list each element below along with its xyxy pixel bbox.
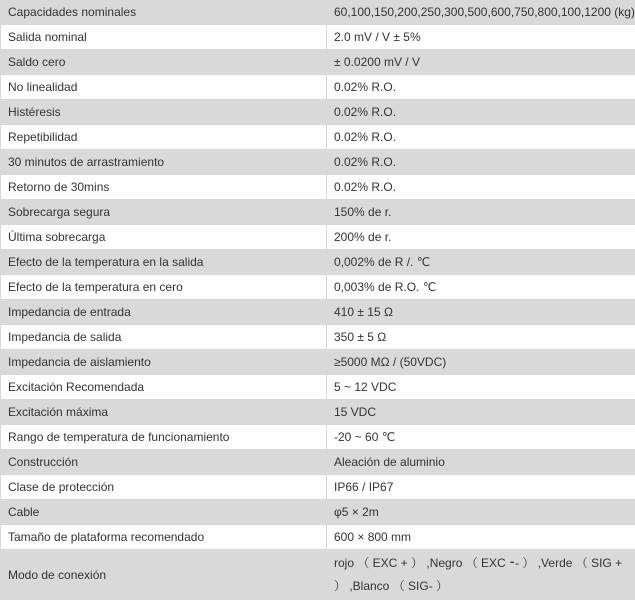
- spec-row: [1, 75, 635, 100]
- spec-label: Efecto de la temperatura en la salida: [1, 250, 327, 275]
- spec-value: -20 ~ 60 ℃: [327, 425, 635, 450]
- spec-row: [1, 375, 635, 400]
- spec-value: 150% de r.: [327, 200, 635, 225]
- spec-value: 0.02% R.O.: [327, 100, 635, 125]
- spec-row: [1, 325, 635, 350]
- spec-label: Clase de protección: [1, 475, 327, 500]
- spec-value: 0.02% R.O.: [327, 75, 635, 100]
- spec-value: ± 0.0200 mV / V: [327, 50, 635, 75]
- spec-row: [1, 250, 635, 275]
- spec-row: [1, 175, 635, 200]
- spec-label: Histéresis: [1, 100, 327, 125]
- spec-value: φ5 × 2m: [327, 500, 635, 525]
- spec-row: [1, 550, 635, 600]
- spec-row: [1, 275, 635, 300]
- spec-label: Excitación Recomendada: [1, 375, 327, 400]
- spec-value: 0.02% R.O.: [327, 150, 635, 175]
- spec-row: [1, 125, 635, 150]
- spec-value: 15 VDC: [327, 400, 635, 425]
- spec-row: [1, 100, 635, 125]
- spec-label: Capacidades nominales: [1, 0, 327, 25]
- spec-row: [1, 400, 635, 425]
- spec-row: [1, 300, 635, 325]
- spec-label: 30 minutos de arrastramiento: [1, 150, 327, 175]
- spec-label: Efecto de la temperatura en cero: [1, 275, 327, 300]
- spec-label: Excitación máxima: [1, 400, 327, 425]
- spec-value: ≥5000 MΩ / (50VDC): [327, 350, 635, 375]
- spec-row: [1, 50, 635, 75]
- spec-row: [1, 450, 635, 475]
- spec-value: 0.02% R.O.: [327, 175, 635, 200]
- spec-label: Cable: [1, 500, 327, 525]
- spec-row: [1, 200, 635, 225]
- spec-label: Retorno de 30mins: [1, 175, 327, 200]
- spec-row: [1, 150, 635, 175]
- spec-value: 0.02% R.O.: [327, 125, 635, 150]
- spec-label: Impedancia de entrada: [1, 300, 327, 325]
- spec-row: [1, 425, 635, 450]
- spec-label: Saldo cero: [1, 50, 327, 75]
- spec-label: Última sobrecarga: [1, 225, 327, 250]
- spec-label: Impedancia de aislamiento: [1, 350, 327, 375]
- spec-row: [1, 350, 635, 375]
- spec-value: Aleación de aluminio: [327, 450, 635, 475]
- spec-value: rojo （ EXC + ） ,Negro （ EXC ⁃- ） ,Verde （ SIG + ） ,Blanco （ SIG- ）: [327, 550, 635, 600]
- spec-value: 60,100,150,200,250,300,500,600,750,800,100,1200 (kg): [327, 0, 635, 25]
- spec-value: 0,003% de R.O. ℃: [327, 275, 635, 300]
- spec-row: [1, 0, 635, 25]
- spec-row: [1, 475, 635, 500]
- spec-label: Repetibilidad: [1, 125, 327, 150]
- spec-label: Tamaño de plataforma recomendado: [1, 525, 327, 550]
- spec-value: 0,002% de R /. ℃: [327, 250, 635, 275]
- spec-label: No linealidad: [1, 75, 327, 100]
- spec-row: [1, 500, 635, 525]
- spec-value: 600 × 800 mm: [327, 525, 635, 550]
- spec-label: Sobrecarga segura: [1, 200, 327, 225]
- spec-label: Rango de temperatura de funcionamiento: [1, 425, 327, 450]
- spec-label: Modo de conexión: [1, 550, 327, 600]
- spec-value: 200% de r.: [327, 225, 635, 250]
- spec-value: 2.0 mV / V ± 5%: [327, 25, 635, 50]
- spec-label: Construcción: [1, 450, 327, 475]
- spec-table-body: [1, 0, 635, 600]
- spec-row: [1, 25, 635, 50]
- spec-value: 5 ~ 12 VDC: [327, 375, 635, 400]
- spec-value: 350 ± 5 Ω: [327, 325, 635, 350]
- spec-row: [1, 225, 635, 250]
- spec-value: IP66 / IP67: [327, 475, 635, 500]
- spec-label: Salida nominal: [1, 25, 327, 50]
- spec-row: [1, 525, 635, 550]
- spec-value: 410 ± 15 Ω: [327, 300, 635, 325]
- spec-label: Impedancia de salida: [1, 325, 327, 350]
